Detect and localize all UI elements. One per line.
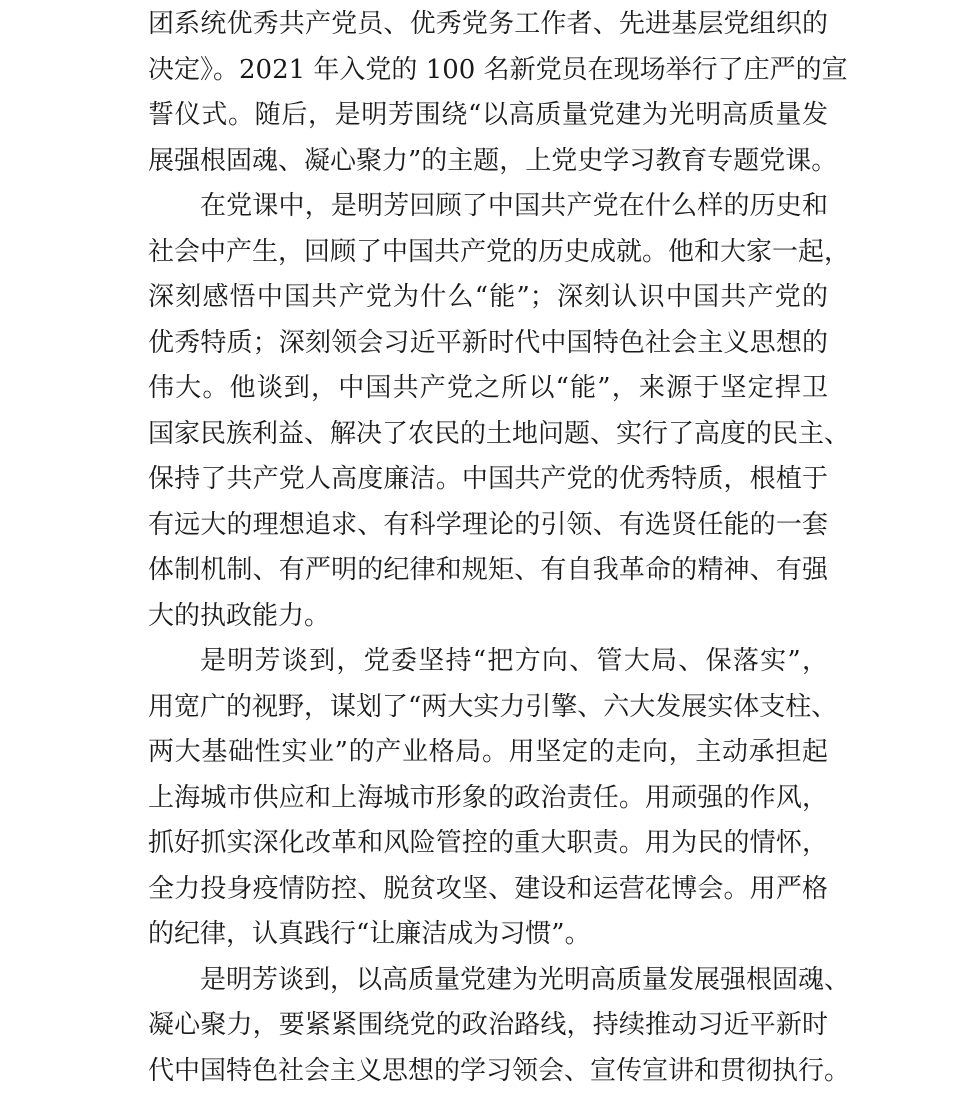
text-line: 决定》。2021 年入党的 100 名新党员在现场举行了庄严的宣 (148, 54, 848, 85)
paragraph-2 (148, 184, 851, 639)
text-line: 在党课中，是明芳回顾了中国共产党在什么样的历史和 (200, 191, 828, 221)
text-line: 深刻感悟中国共产党为什么“能”；深刻认识中国共产党的 (148, 282, 828, 312)
text-line: 优秀特质；深刻领会习近平新时代中国特色社会主义思想的 (148, 327, 828, 358)
text-line: 体制机制、有严明的纪律和规矩、有自我革命的精神、有强 (148, 555, 828, 585)
text-line: 是明芳谈到，以高质量党建为光明高质量发展强根固魂、 (200, 964, 851, 995)
paragraph-4 (148, 958, 851, 1094)
text-line: 伟大。他谈到，中国共产党之所以“能”，来源于坚定捍卫 (148, 373, 828, 403)
text-line: 凝心聚力，要紧紧围绕党的政治路线，持续推动习近平新时 (148, 1010, 828, 1040)
text-line: 用宽广的视野，谋划了“两大实力引擎、六大发展实体支柱、 (148, 691, 838, 722)
text-line: 上海城市供应和上海城市形象的政治责任。用顽强的作风， (148, 782, 828, 813)
text-line: 国家民族利益、解决了农民的土地问题、实行了高度的民主、 (148, 418, 851, 449)
article-body (148, 2, 851, 1094)
text-line: 社会中产生，回顾了中国共产党的历史成就。他和大家一起， (148, 236, 851, 267)
paragraph-1 (148, 2, 848, 184)
text-line: 全力投身疫情防控、脱贫攻坚、建设和运营花博会。用严格 (148, 873, 828, 904)
text-line: 两大基础性实业”的产业格局。用坚定的走向，主动承担起 (148, 737, 828, 767)
text-line: 有远大的理想追求、有科学理论的引领、有选贤任能的一套 (148, 509, 828, 540)
text-line: 展强根固魂、凝心聚力”的主题，上党史学习教育专题党课。 (148, 145, 838, 176)
text-line: 大的执政能力。 (148, 600, 331, 631)
text-line: 抓好抓实深化改革和风险管控的重大职责。用为民的情怀， (148, 828, 828, 858)
text-line: 代中国特色社会主义思想的学习领会、宣传宣讲和贯彻执行。 (148, 1055, 851, 1086)
text-line: 誓仪式。随后，是明芳围绕“以高质量党建为光明高质量发 (148, 100, 828, 130)
text-line: 团系统优秀共产党员、优秀党务工作者、先进基层党组织的 (148, 9, 828, 39)
text-line: 是明芳谈到，党委坚持“把方向、管大局、保落实”， (200, 646, 828, 676)
text-line: 保持了共产党人高度廉洁。中国共产党的优秀特质，根植于 (148, 464, 828, 494)
text-line: 的纪律，认真践行“让廉洁成为习惯”。 (148, 919, 591, 949)
paragraph-3 (148, 639, 838, 958)
